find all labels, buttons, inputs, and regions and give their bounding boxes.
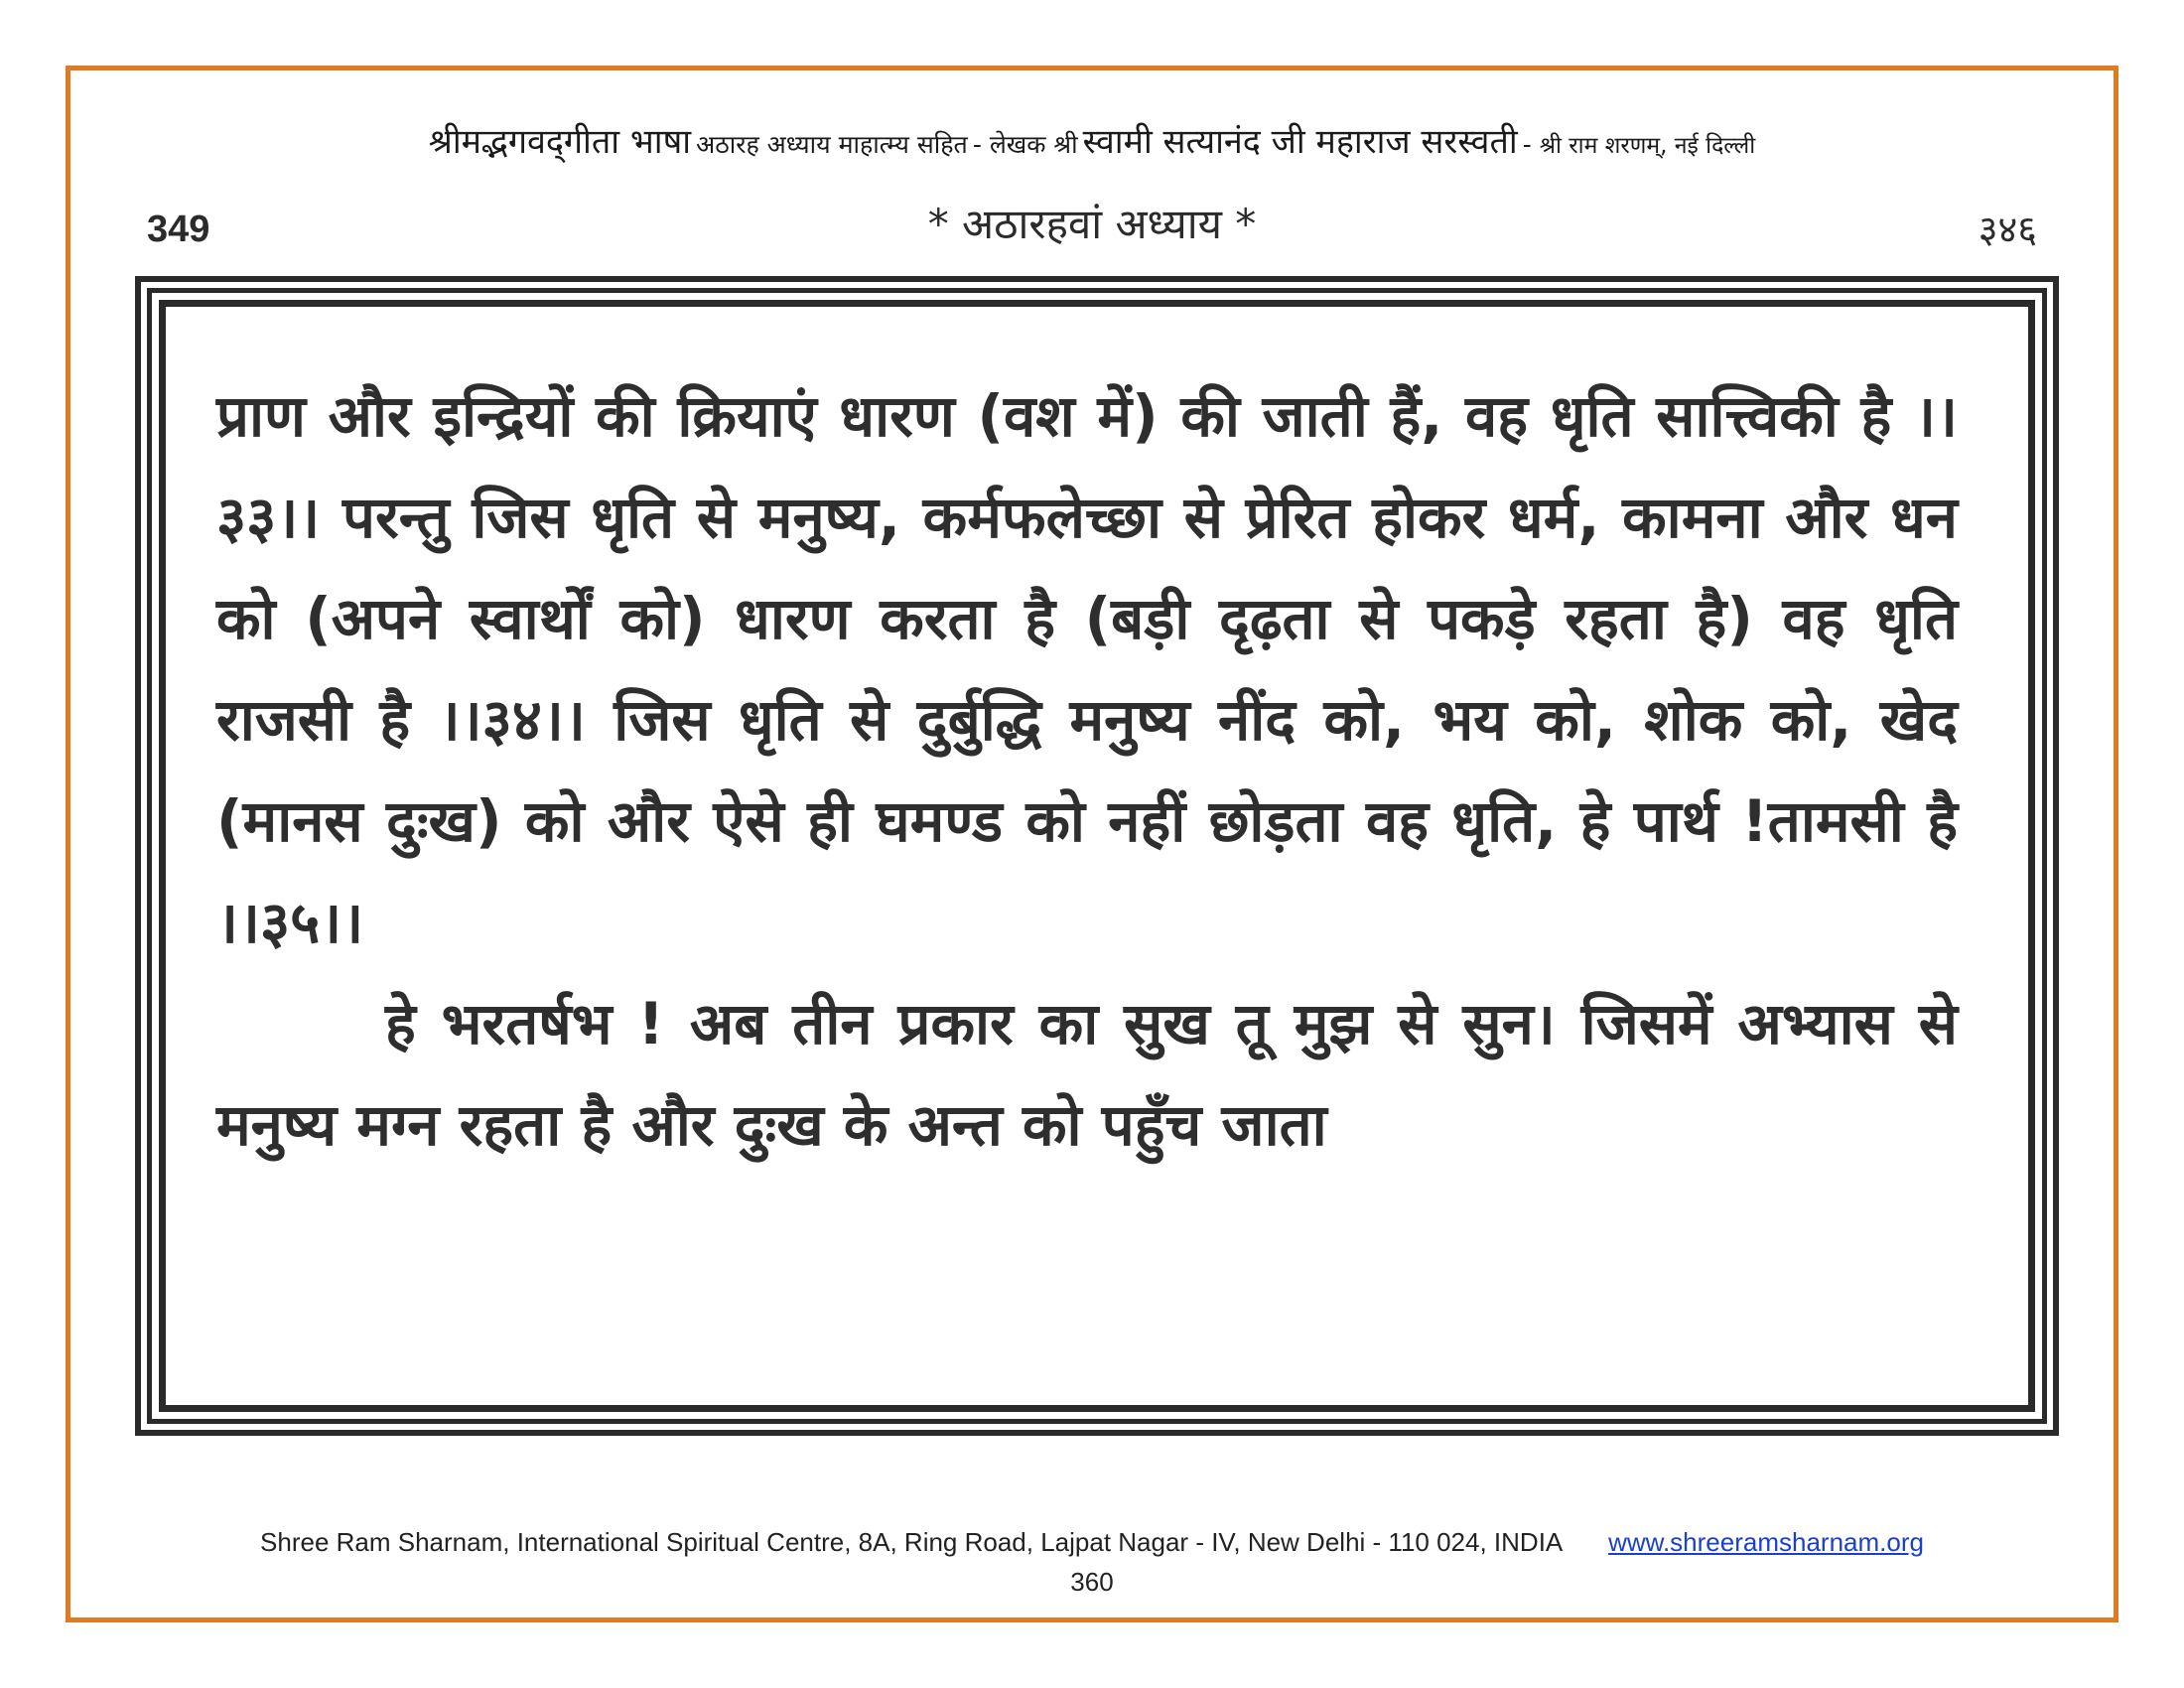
paragraph: प्राण और इन्द्रियों की क्रियाएं धारण (वश में) की जाती हैं, वह धृति सात्त्विकी है ।।३३।। परन्तु जिस धृति से मनुष्य, कर्मफलेच्छा से प्रेरित होकर धर्म, कामना और धन को (अपने स्वार्थों को) धारण करता है (बड़ी दृढ़ता से पकड़े रहता है) वह धृति राजसी है ।।३४।। जिस धृति से दुर्बुद्धि मनुष्य नींद को, भय को, शोक को, खेद (मानस दुःख) को और ऐसे ही घमण्ड को नहीं छोड़ता वह धृति, हे पार्थ !तामसी है ।।३५।। xyxy=(216,382,1958,956)
book-page-number: 349 xyxy=(147,209,210,250)
book-title: श्रीमद्भगवद्‌गीता भाषा xyxy=(428,122,692,162)
publisher-name: श्री राम शरणम्, नई दिल्ली xyxy=(1539,133,1756,159)
pdf-page-number: 360 xyxy=(1070,1567,1114,1597)
paragraph: हे भरतर्षभ ! अब तीन प्रकार का सुख तू मुझ से सुन। जिसमें अभ्यास से मनुष्य मग्न रहता है और दुःख के अन्त को पहुँच जाता xyxy=(216,990,1958,1159)
book-subtitle: अठारह अध्याय माहात्म्य सहित xyxy=(696,130,968,159)
header-separator: - xyxy=(1522,130,1540,159)
scripture-text xyxy=(216,365,1958,1176)
chapter-row xyxy=(147,195,2037,254)
running-header xyxy=(99,117,2085,163)
website-link[interactable]: www.shreeramsharnam.org xyxy=(1608,1527,1924,1557)
author-label: लेखक श्री xyxy=(989,130,1078,159)
footer-address: Shree Ram Sharnam, International Spiritual Centre, 8A, Ring Road, Lajpat Nagar - IV, New Delhi - 110 024, INDIA xyxy=(260,1527,1562,1557)
footer-address-line xyxy=(99,1527,2085,1558)
author-name: स्वामी सत्यानंद जी महाराज सरस्वती xyxy=(1082,122,1518,162)
chapter-title: * अठारहवां अध्याय * xyxy=(927,200,1257,248)
devanagari-page-number: ३४६ xyxy=(1978,208,2037,251)
header-separator: - xyxy=(972,130,990,159)
